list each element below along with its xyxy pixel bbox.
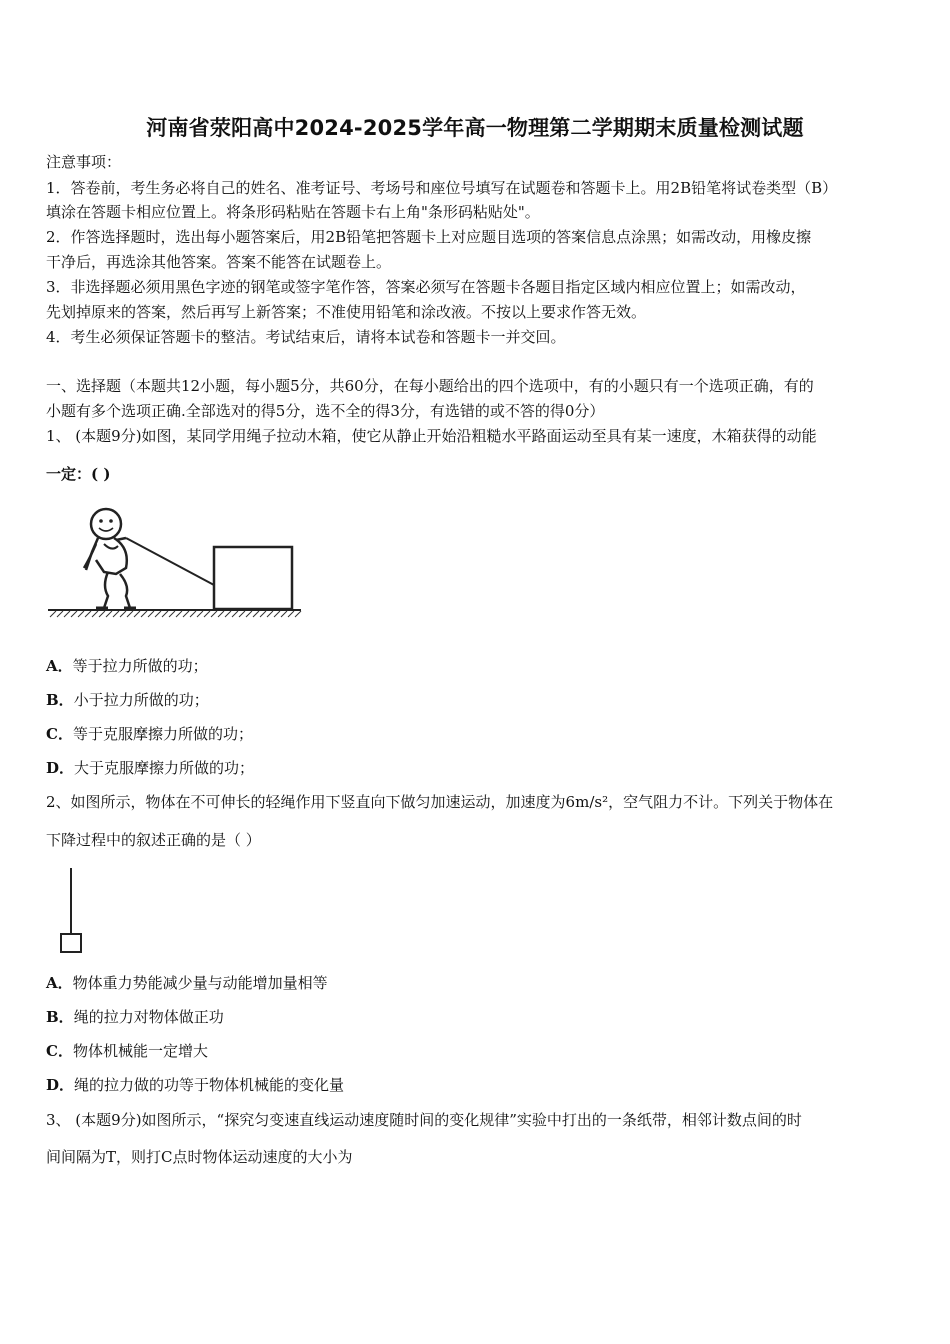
- option-letter: D．: [46, 1076, 75, 1094]
- q1-stem: 1、 (本题9分)如图，某同学用绳子拉动木箱，使它从静止开始沿粗糙水平路面运动至具有某一速度，木箱获得的动能: [46, 427, 817, 445]
- section-heading: 一、选择题（本题共12小题，每小题5分，共60分，在每小题给出的四个选项中，有的小题只有一个选项正确，有的: [46, 377, 814, 395]
- q3-stem-cont: 间间隔为T，则打C点时物体运动速度的大小为: [46, 1148, 353, 1166]
- q2-option-b: [46, 1007, 908, 1027]
- notice-line: 3．非选择题必须用黑色字迹的钢笔或签字笔作答，答案必须写在答题卡各题目指定区域内相应位置上；如需改动，: [46, 278, 806, 296]
- q1-figure-person-pulling-box: [46, 500, 306, 625]
- notice-line: 填涂在答题卡相应位置上。将条形码粘贴在答题卡右上角"条形码粘贴处"。: [46, 203, 540, 221]
- q1-option-d: [46, 758, 908, 778]
- notice-line: 干净后，再选涂其他答案。答案不能答在试题卷上。: [46, 253, 392, 271]
- page-title: 河南省荥阳高中2024-2025学年高一物理第二学期期末质量检测试题: [146, 116, 804, 140]
- option-text: 大于克服摩擦力所做的功；: [74, 759, 255, 777]
- notice-line: 4．考生必须保证答题卡的整洁。考试结束后，请将本试卷和答题卡一并交回。: [46, 328, 566, 346]
- notice-line: 1．答卷前，考生务必将自己的姓名、准考证号、考场号和座位号填写在试题卷和答题卡上。用2B铅笔将试卷类型（B）: [46, 179, 838, 197]
- option-letter: B．: [46, 1008, 74, 1026]
- q2-figure-hanging-block: [56, 866, 90, 958]
- option-letter: A．: [46, 657, 73, 675]
- q1-stem-cont: 一定：( ): [46, 465, 111, 483]
- q1-option-c: [46, 724, 908, 744]
- option-letter: A．: [46, 974, 73, 992]
- q2-option-a: [46, 973, 908, 993]
- q2-option-d: [46, 1075, 908, 1095]
- q1-option-a: [46, 656, 908, 676]
- q3-stem: 3、 (本题9分)如图所示，“探究匀变速直线运动速度随时间的变化规律”实验中打出的一条纸带，相邻计数点间的时: [46, 1111, 802, 1129]
- q2-stem: 2、如图所示，物体在不可伸长的轻绳作用下竖直向下做匀加速运动，加速度为6m/s²，空气阻力不计。下列关于物体在: [46, 793, 834, 811]
- option-letter: C．: [46, 1042, 73, 1060]
- option-text: 物体机械能一定增大: [72, 1042, 208, 1060]
- notice-heading: 注意事项：: [46, 153, 122, 171]
- notice-line: 先划掉原来的答案，然后再写上新答案；不准使用铅笔和涂改液。不按以上要求作答无效。: [46, 303, 647, 321]
- option-letter: C．: [46, 725, 73, 743]
- q2-option-c: [46, 1041, 908, 1061]
- option-text: 绳的拉力对物体做正功: [73, 1008, 224, 1026]
- option-text: 物体重力势能减少量与动能增加量相等: [72, 974, 328, 992]
- notice-line: 2．作答选择题时，选出每小题答案后，用2B铅笔把答题卡上对应题目选项的答案信息点涂黑；如需改动，用橡皮擦: [46, 228, 812, 246]
- option-text: 等于拉力所做的功；: [72, 657, 208, 675]
- option-text: 绳的拉力做的功等于物体机械能的变化量: [74, 1076, 345, 1094]
- section-heading-cont: 小题有多个选项正确.全部选对的得5分，选不全的得3分，有选错的或不答的得0分）: [46, 402, 605, 420]
- q2-stem-cont: 下降过程中的叙述正确的是（ ）: [46, 831, 261, 849]
- option-text: 小于拉力所做的功；: [73, 691, 209, 709]
- option-letter: D．: [46, 759, 75, 777]
- option-letter: B．: [46, 691, 74, 709]
- option-text: 等于克服摩擦力所做的功；: [72, 725, 253, 743]
- q1-option-b: [46, 690, 908, 710]
